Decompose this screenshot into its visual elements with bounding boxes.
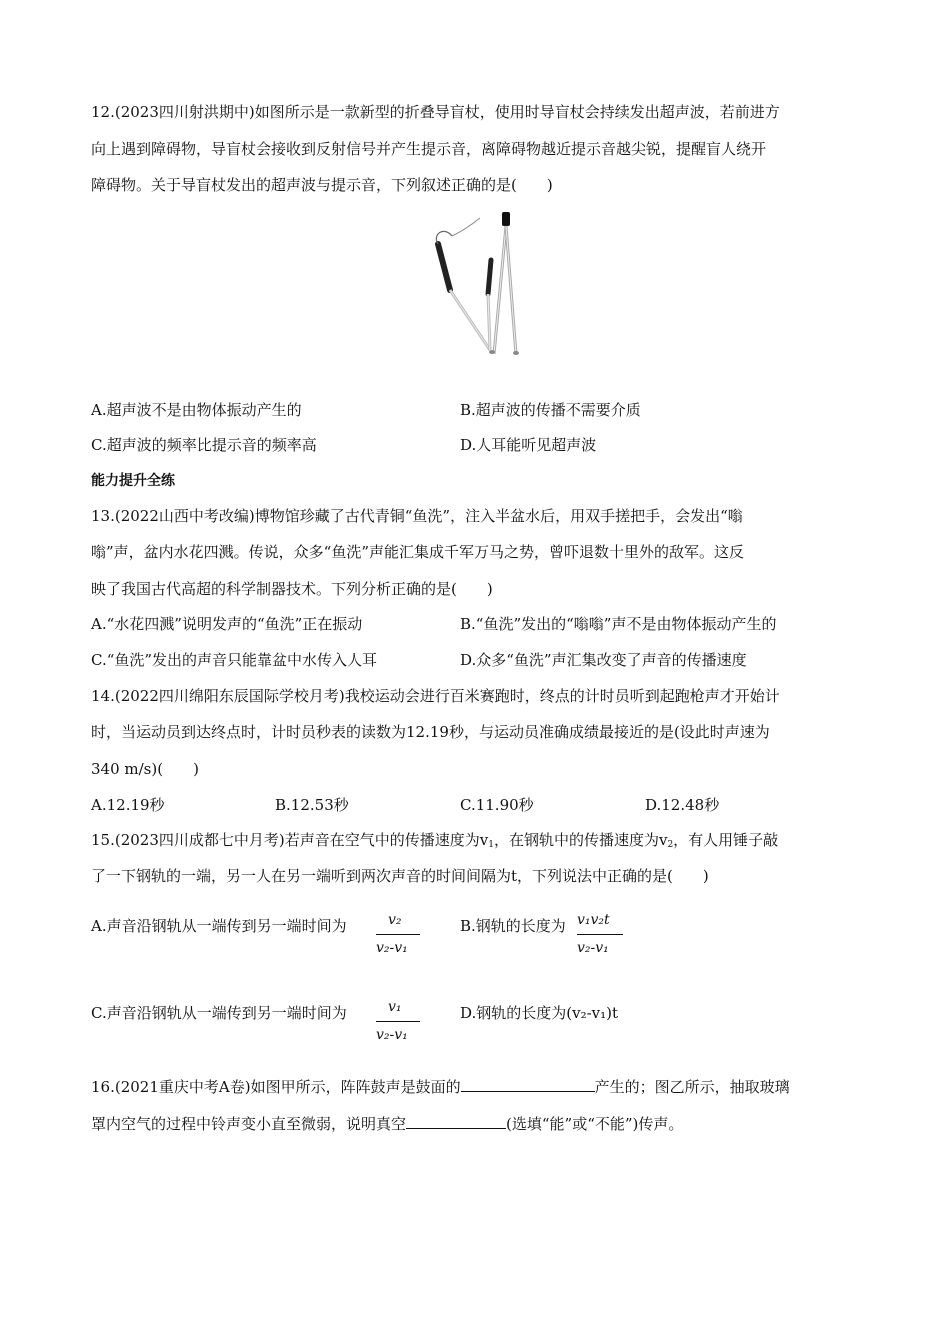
q12-option-d: D.人耳能听见超声波 xyxy=(460,436,597,454)
q16-blank-2[interactable] xyxy=(406,1114,506,1129)
fraction-a-bar xyxy=(376,934,420,935)
q13-line-1: 13.(2022山西中考改编)博物馆珍藏了古代青铜“鱼洗”，注入半盆水后，用双手搓把手，会发出“嗡 xyxy=(91,507,743,525)
q13-option-a: A.“水花四溅”说明发声的“鱼洗”正在振动 xyxy=(91,615,363,633)
q16-line-1-post: 产生的；图乙所示，抽取玻璃 xyxy=(594,1078,790,1096)
q15-line-1-post: ，有人用锤子敲 xyxy=(673,831,779,849)
q15-fraction-c xyxy=(374,999,422,1049)
q14-line-3: 340 m/s)( ) xyxy=(91,760,199,778)
fraction-b-denominator: v₂-v₁ xyxy=(577,940,609,956)
q12-option-c: C.超声波的频率比提示音的频率高 xyxy=(91,436,317,454)
q16-blank-1[interactable] xyxy=(461,1077,595,1092)
q15-line-1 xyxy=(91,830,778,855)
q14-option-b: B.12.53秒 xyxy=(275,796,349,814)
fraction-c-numerator: v₁ xyxy=(388,999,402,1015)
q13-option-c: C.“鱼洗”发出的声音只能靠盆中水传入人耳 xyxy=(91,651,378,669)
q16-line-1 xyxy=(91,1077,790,1097)
q15-option-d: D.钢轨的长度为(v₂-v₁)t xyxy=(460,1004,619,1022)
q12-option-a: A.超声波不是由物体振动产生的 xyxy=(91,401,302,419)
q16-line-2-pre: 罩内空气的过程中铃声变小直至微弱，说明真空 xyxy=(91,1115,407,1133)
q15-option-a: A.声音沿钢轨从一端传到另一端时间为 xyxy=(91,917,347,935)
q12-line-3: 障碍物。关于导盲杖发出的超声波与提示音，下列叙述正确的是( ) xyxy=(91,176,553,194)
q14-option-c: C.11.90秒 xyxy=(460,796,534,814)
q14-line-1: 14.(2022四川绵阳东辰国际学校月考)我校运动会进行百米赛跑时，终点的计时员听到起跑枪声才开始计 xyxy=(91,687,780,705)
q14-line-2: 时，当运动员到达终点时，计时员秒表的读数为12.19秒，与运动员准确成绩最接近的是(设此时声速为 xyxy=(91,723,770,741)
fraction-b-numerator: v₁v₂t xyxy=(577,912,610,928)
cane-middle xyxy=(488,260,491,350)
q13-line-2: 嗡”声，盆内水花四溅。传说，众多“鱼洗”声能汇集成千军万马之势，曾吓退数十里外的敌军。这反 xyxy=(91,543,745,561)
cane-left xyxy=(436,218,490,350)
q15-line-1-pre: 15.(2023四川成都七中月考)若声音在空气中的传播速度为v xyxy=(91,831,489,849)
q12-line-2: 向上遇到障碍物，导盲杖会接收到反射信号并产生提示音，离障碍物越近提示音越尖锐，提醒盲人绕开 xyxy=(91,140,767,158)
fraction-a-numerator: v₂ xyxy=(388,912,402,928)
q15-sub-2: 2 xyxy=(667,840,674,850)
cane-right xyxy=(489,212,519,355)
q15-line-1-mid: ，在钢轨中的传播速度为v xyxy=(493,831,668,849)
q12-option-b: B.超声波的传播不需要介质 xyxy=(460,401,641,419)
folding-cane-image xyxy=(430,208,530,358)
q15-option-c: C.声音沿钢轨从一端传到另一端时间为 xyxy=(91,1004,347,1022)
fraction-c-denominator: v₂-v₁ xyxy=(376,1027,408,1043)
q15-line-2: 了一下钢轨的一端，另一人在另一端听到两次声音的时间间隔为t，下列说法中正确的是( ) xyxy=(91,867,709,885)
q15-fraction-a xyxy=(374,912,422,962)
q12-line-1: 12.(2023四川射洪期中)如图所示是一款新型的折叠导盲杖，使用时导盲杖会持续发出超声波，若前进方 xyxy=(91,103,780,121)
fraction-c-bar xyxy=(376,1021,420,1022)
fraction-a-denominator: v₂-v₁ xyxy=(376,940,408,956)
q13-option-b: B.“鱼洗”发出的“嗡嗡”声不是由物体振动产生的 xyxy=(460,615,777,633)
q16-line-2-post: (选填“能”或“不能”)传声。 xyxy=(506,1115,684,1133)
q15-option-b: B.钢轨的长度为 xyxy=(460,917,566,935)
q15-fraction-b xyxy=(575,912,625,962)
q16-line-2 xyxy=(91,1114,683,1134)
q16-line-1-pre: 16.(2021重庆中考A卷)如图甲所示，阵阵鼓声是鼓面的 xyxy=(91,1078,461,1096)
section-heading: 能力提升全练 xyxy=(91,473,175,489)
q15-sub-1: 1 xyxy=(488,840,494,850)
q13-line-3: 映了我国古代高超的科学制器技术。下列分析正确的是( ) xyxy=(91,580,493,598)
q14-option-a: A.12.19秒 xyxy=(91,796,165,814)
q14-option-d: D.12.48秒 xyxy=(645,796,720,814)
fraction-b-bar xyxy=(577,934,623,935)
q13-option-d: D.众多“鱼洗”声汇集改变了声音的传播速度 xyxy=(460,651,747,669)
